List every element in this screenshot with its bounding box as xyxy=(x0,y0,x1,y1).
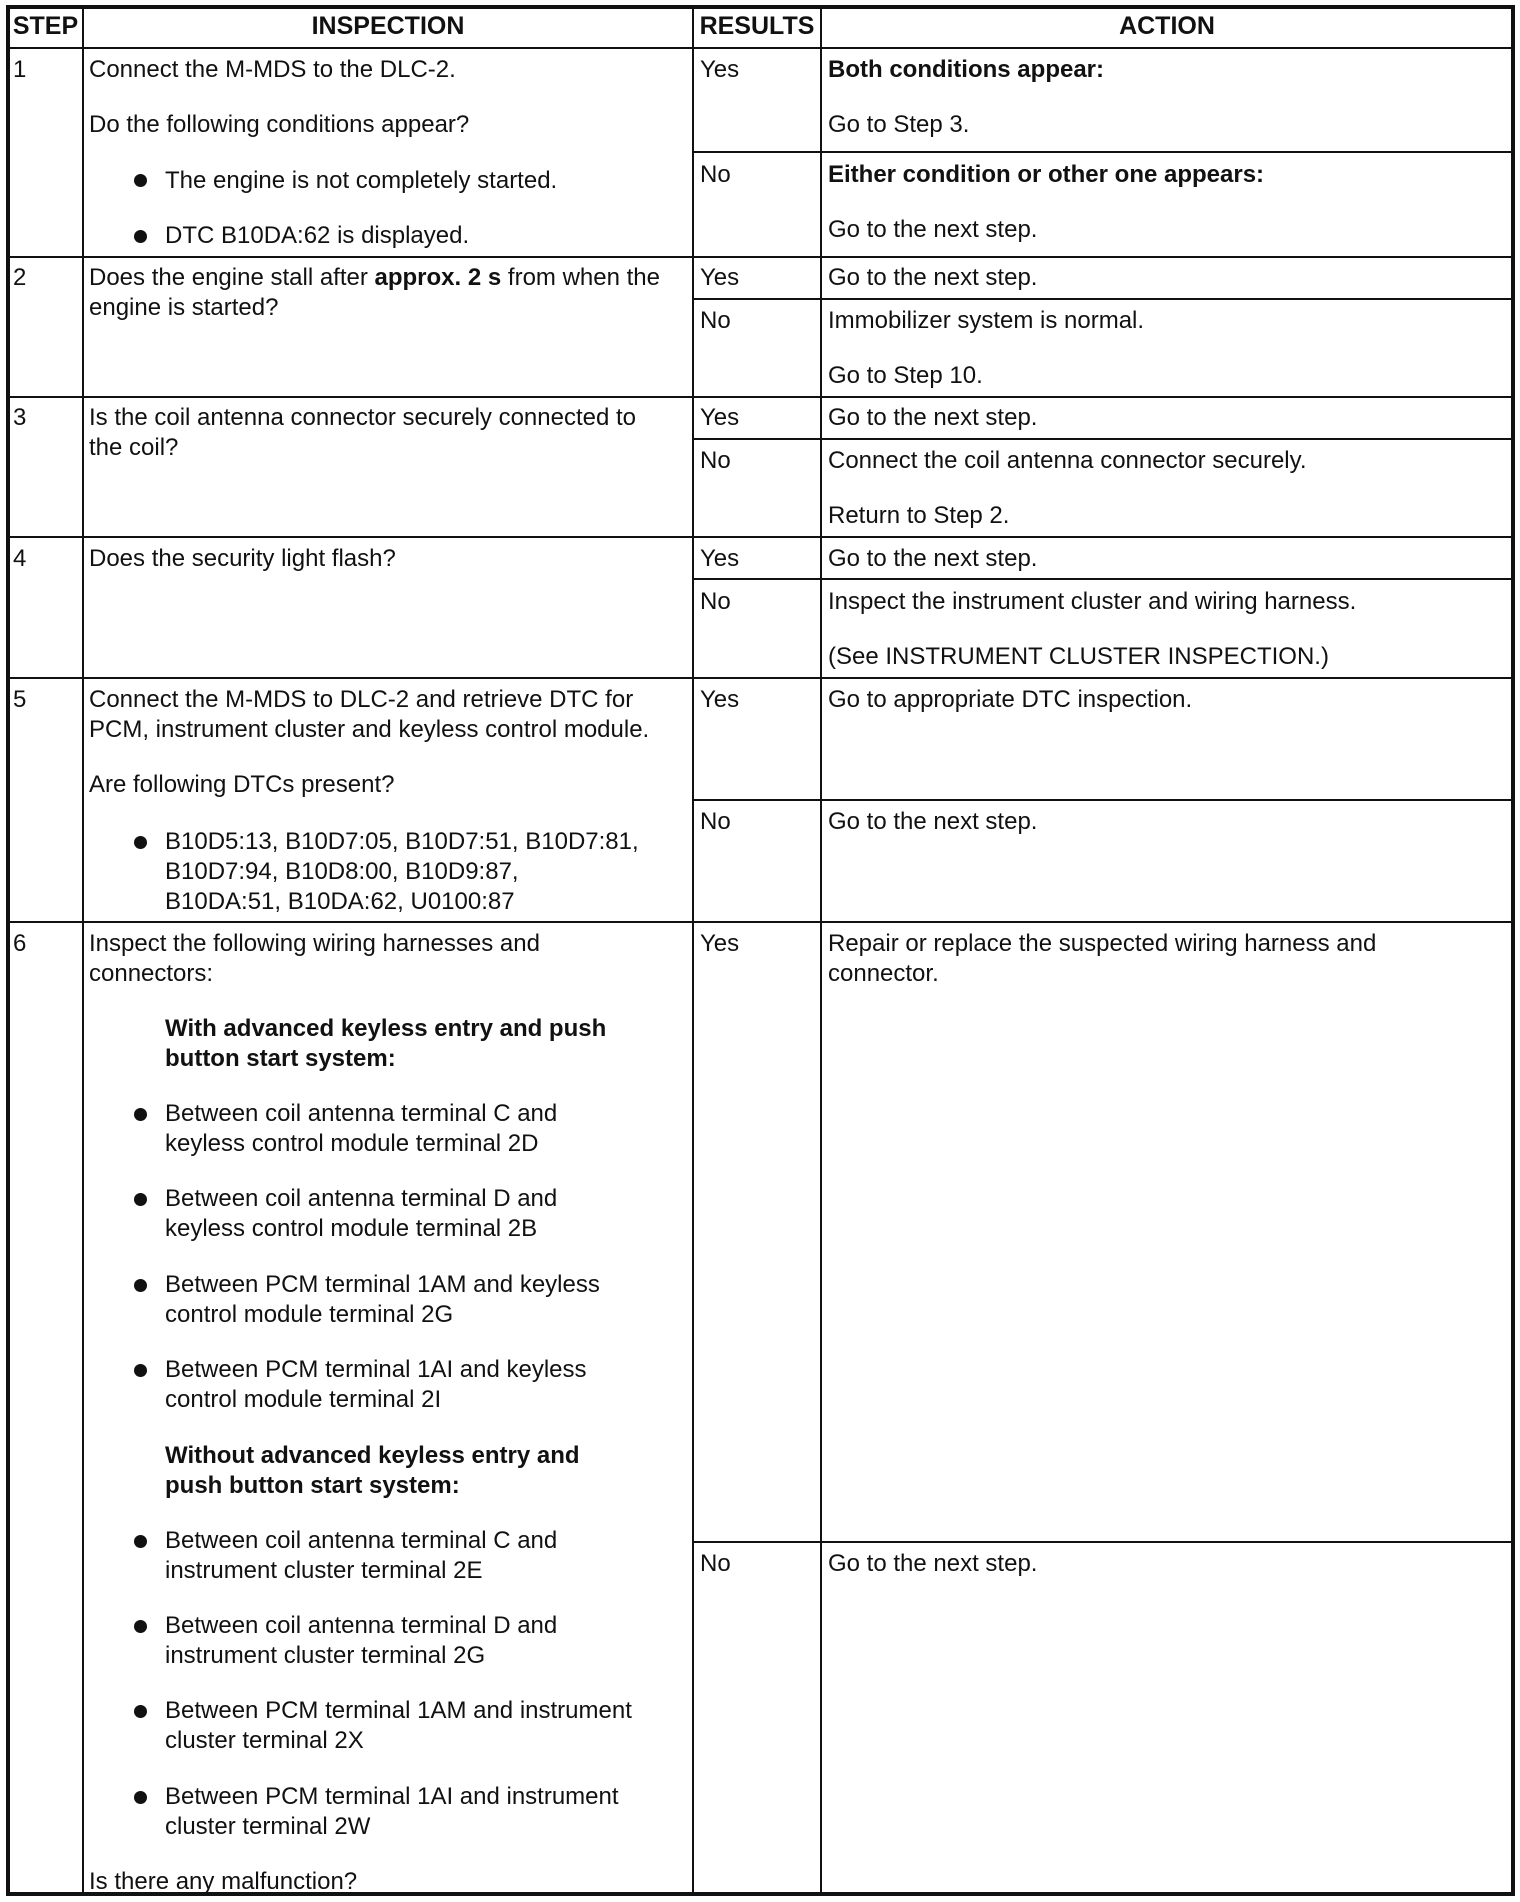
header-inspection: INSPECTION xyxy=(311,12,465,40)
result-1-yes: Yes xyxy=(700,56,740,83)
bullet-icon xyxy=(134,1364,147,1377)
group2-heading-line2: push button start system: xyxy=(165,1472,460,1499)
action-2-no-2: Go to Step 10. xyxy=(828,362,983,389)
action-1-yes-bold: Both conditions appear: xyxy=(828,56,1104,83)
group2-bullet3-line2: cluster terminal 2X xyxy=(165,1727,364,1754)
step-5: 5 xyxy=(13,686,27,713)
inspection-1-bullet1: The engine is not completely started. xyxy=(165,167,558,194)
inspection-1-line2: Do the following conditions appear? xyxy=(89,111,470,138)
group2-bullet4-line1: Between PCM terminal 1AI and instrument xyxy=(165,1783,619,1810)
action-2-no: Immobilizer system is normal. xyxy=(828,307,1145,334)
action-1-yes: Go to Step 3. xyxy=(828,111,970,138)
bullet-icon xyxy=(134,1705,147,1718)
header-results: RESULTS xyxy=(699,12,815,40)
bullet-icon xyxy=(134,230,147,243)
group2-bullet4-line2: cluster terminal 2W xyxy=(165,1813,371,1840)
result-6-yes: Yes xyxy=(700,930,740,957)
inspection-3-line1: Is the coil antenna connector securely connected to xyxy=(89,404,637,431)
result-4-yes: Yes xyxy=(700,545,740,572)
bullet-icon xyxy=(134,1108,147,1121)
inspection-5-dtc-line1: B10D5:13, B10D7:05, B10D7:51, B10D7:81, xyxy=(165,828,639,855)
action-2-yes: Go to the next step. xyxy=(828,264,1038,291)
header-step: STEP xyxy=(12,12,79,40)
group2-bullet2-line2: instrument cluster terminal 2G xyxy=(165,1642,486,1669)
group1-heading-line2: button start system: xyxy=(165,1045,396,1072)
group1-bullet2-line2: keyless control module terminal 2B xyxy=(165,1215,538,1242)
inspection-6-line2: connectors: xyxy=(89,960,214,987)
action-6-yes-line1: Repair or replace the suspected wiring harness and xyxy=(828,930,1377,957)
group1-bullet4-line2: control module terminal 2I xyxy=(165,1386,442,1413)
inspection-2-pre: Does the engine stall after xyxy=(89,264,375,291)
result-2-yes: Yes xyxy=(700,264,740,291)
inspection-5-line1: Connect the M-MDS to DLC-2 and retrieve DTC for xyxy=(89,686,634,713)
bullet-icon xyxy=(134,174,147,187)
action-5-yes: Go to appropriate DTC inspection. xyxy=(828,686,1193,713)
inspection-2-line1 xyxy=(89,263,660,293)
inspection-1-bullet2: DTC B10DA:62 is displayed. xyxy=(165,222,470,249)
group2-bullet3-line1: Between PCM terminal 1AM and instrument xyxy=(165,1697,632,1724)
action-4-yes: Go to the next step. xyxy=(828,545,1038,572)
bullet-icon xyxy=(134,1535,147,1548)
action-4-no: Inspect the instrument cluster and wiring harness. xyxy=(828,588,1357,615)
group1-heading-line1: With advanced keyless entry and push xyxy=(165,1015,607,1042)
inspection-1-line1: Connect the M-MDS to the DLC-2. xyxy=(89,56,456,83)
inspection-5-dtc-line2: B10D7:94, B10D8:00, B10D9:87, xyxy=(165,858,519,885)
result-3-no: No xyxy=(700,447,731,474)
group1-bullet4-line1: Between PCM terminal 1AI and keyless xyxy=(165,1356,587,1383)
result-5-yes: Yes xyxy=(700,686,740,713)
inspection-3-line2: the coil? xyxy=(89,434,179,461)
group2-heading-line1: Without advanced keyless entry and xyxy=(165,1442,580,1469)
inspection-2-line2: engine is started? xyxy=(89,294,279,321)
result-1-no: No xyxy=(700,161,731,188)
action-1-no: Go to the next step. xyxy=(828,216,1038,243)
action-3-no: Connect the coil antenna connector securely. xyxy=(828,447,1307,474)
group2-bullet1-line1: Between coil antenna terminal C and xyxy=(165,1527,558,1554)
action-3-yes: Go to the next step. xyxy=(828,404,1038,431)
result-5-no: No xyxy=(700,808,731,835)
bullet-icon xyxy=(134,1193,147,1206)
bullet-icon xyxy=(134,836,147,849)
inspection-5-line2: PCM, instrument cluster and keyless control module. xyxy=(89,716,650,743)
result-2-no: No xyxy=(700,307,731,334)
action-4-no-2: (See INSTRUMENT CLUSTER INSPECTION.) xyxy=(828,643,1329,670)
group2-bullet2-line1: Between coil antenna terminal D and xyxy=(165,1612,558,1639)
inspection-5-dtc-line3: B10DA:51, B10DA:62, U0100:87 xyxy=(165,888,515,915)
header-action: ACTION xyxy=(1119,12,1215,40)
inspection-2-bold: approx. 2 s xyxy=(374,264,502,291)
bullet-icon xyxy=(134,1791,147,1804)
action-6-no: Go to the next step. xyxy=(828,1550,1038,1577)
bullet-icon xyxy=(134,1620,147,1633)
group1-bullet3-line1: Between PCM terminal 1AM and keyless xyxy=(165,1271,600,1298)
action-3-no-2: Return to Step 2. xyxy=(828,502,1010,529)
step-4: 4 xyxy=(13,545,27,572)
inspection-6-line1: Inspect the following wiring harnesses and xyxy=(89,930,540,957)
result-4-no: No xyxy=(700,588,731,615)
group1-bullet1-line2: keyless control module terminal 2D xyxy=(165,1130,539,1157)
step-6: 6 xyxy=(13,930,27,957)
step-2: 2 xyxy=(13,264,27,291)
result-6-no: No xyxy=(700,1550,731,1577)
bullet-icon xyxy=(134,1279,147,1292)
inspection-2-post: from when the xyxy=(501,264,660,291)
action-5-no: Go to the next step. xyxy=(828,808,1038,835)
result-3-yes: Yes xyxy=(700,404,740,431)
step-1: 1 xyxy=(13,56,27,83)
group2-bullet1-line2: instrument cluster terminal 2E xyxy=(165,1557,483,1584)
inspection-4-line1: Does the security light flash? xyxy=(89,545,396,572)
step-3: 3 xyxy=(13,404,27,431)
group1-bullet2-line1: Between coil antenna terminal D and xyxy=(165,1185,558,1212)
group1-bullet1-line1: Between coil antenna terminal C and xyxy=(165,1100,558,1127)
inspection-5-line3: Are following DTCs present? xyxy=(89,771,395,798)
inspection-6-question: Is there any malfunction? xyxy=(89,1868,358,1895)
action-6-yes-line2: connector. xyxy=(828,960,939,987)
action-1-no-bold: Either condition or other one appears: xyxy=(828,161,1265,188)
group1-bullet3-line2: control module terminal 2G xyxy=(165,1301,454,1328)
